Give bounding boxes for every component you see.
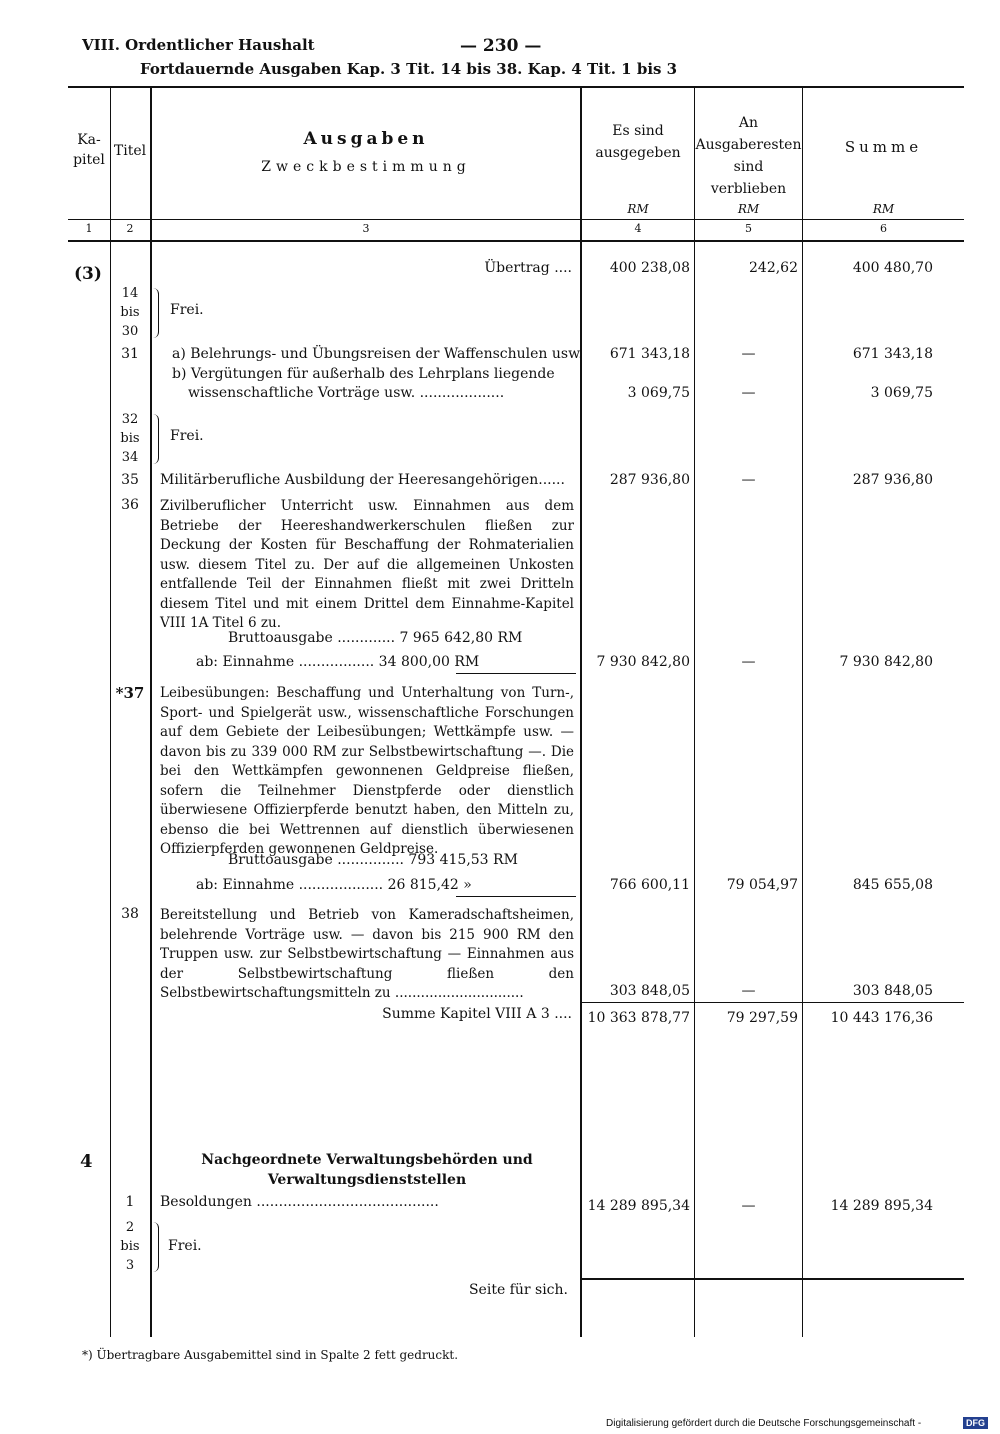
kapitel-4-label: 4 (80, 1151, 93, 1172)
colnum-3: 3 (362, 222, 370, 235)
unit-col5: RM (737, 202, 760, 216)
t37-col6: 845 655,08 (852, 877, 933, 893)
t31b-text-2: wissenschaftliche Vorträge usw. ................... (188, 385, 505, 401)
t31b-col6: 3 069,75 (870, 385, 933, 401)
colnum-rule (68, 240, 964, 242)
t36-einnahme: ab: Einnahme ................. 34 800,00 RM (196, 654, 480, 670)
t37-brutto: Bruttoausgabe ............... 793 415,53 RM (228, 852, 518, 868)
brace-32-34 (152, 414, 159, 464)
summe-rule (582, 1002, 964, 1003)
uebertrag-col6: 400 480,70 (852, 260, 933, 276)
t38-col4: 303 848,05 (609, 983, 690, 999)
uebertrag-col4: 400 238,08 (609, 260, 690, 276)
t36-underline (456, 673, 576, 674)
brace-14-30 (152, 288, 159, 338)
seite-rule (582, 1278, 964, 1280)
footnote: *) Übertragbare Ausgabemittel sind in Spalte 2 fett gedruckt. (82, 1348, 459, 1362)
unit-col4: RM (627, 202, 649, 216)
dfg-logo: DFG (963, 1417, 988, 1429)
col-ausgaben: Ausgaben (303, 129, 429, 149)
t35-col5: — (741, 472, 756, 488)
t37-col5: 79 054,97 (726, 877, 798, 893)
titel-4-2-3: 2 bis 3 (120, 1220, 140, 1273)
kap4-heading: Nachgeordnete Verwaltungsbehörden und Verwaltungsdienststellen (201, 1152, 533, 1188)
kap4-frei: Frei. (168, 1238, 202, 1254)
titel-37: *37 (115, 684, 145, 702)
t35-text: Militärberufliche Ausbildung der Heeresangehörigen...... (160, 472, 565, 488)
titel-4-1: 1 (125, 1194, 135, 1210)
titel-32-34: 32 bis 34 (120, 412, 140, 465)
t38-col6: 303 848,05 (852, 983, 933, 999)
col-titel: Titel (113, 143, 147, 159)
t35-col6: 287 936,80 (852, 472, 933, 488)
page-number: — 230 — (460, 36, 542, 56)
t31a-col6: 671 343,18 (852, 346, 933, 362)
table-top-rule (68, 86, 964, 88)
t38-col5: — (741, 983, 756, 999)
t31b-col4: 3 069,75 (627, 385, 690, 401)
t37-text: Leibesübungen: Beschaffung und Unterhaltung von Turn-, Sport- und Spielgerät usw., wissenschaftliche Forschungen auf dem Gebiete der Leibesübungen; Wettkämpfe usw. — davon bis zu 339 000 RM zur Selbstbewirtschaftung —. Die bei den Wettkämpfen gewonnenen Geldpreise fließen, sofern die Teilnehmer Dienstpferde oder dienstlich überwiesene Offizierpferde benutzt haben, den Mitteln zu, ebenso die bei Wettrennen auf dienstlich überwiesenen Offizierpferden gewonnenen Geldpreise. (160, 685, 574, 857)
dfg-credit: Digitalisierung gefördert durch die Deutsche Forschungsgemeinschaft - (606, 1418, 922, 1429)
col-zweckbestimmung: Zweckbestimmung (261, 159, 471, 175)
kap4-t1-col6: 14 289 895,34 (830, 1198, 933, 1214)
col-kapitel: Ka- pitel (73, 132, 105, 168)
summe-kap3-label: Summe Kapitel VIII A 3 .... (382, 1006, 572, 1022)
titel-36: 36 (121, 497, 139, 513)
col-divider-2 (150, 87, 152, 1337)
colnum-4: 4 (634, 222, 642, 235)
t31a-col4: 671 343,18 (609, 346, 690, 362)
kap4-t1-col4: 14 289 895,34 (587, 1198, 690, 1214)
page-subtitle: Fortdauernde Ausgaben Kap. 3 Tit. 14 bis 38. Kap. 4 Tit. 1 bis 3 (140, 60, 678, 78)
uebertrag-label: Übertrag .... (484, 260, 572, 276)
t37-underline (456, 896, 576, 897)
brace-4-2-3 (152, 1222, 159, 1272)
frei-32-34: Frei. (170, 428, 204, 444)
t36-col6: 7 930 842,80 (839, 654, 933, 670)
t31b-text-1: b) Vergütungen für außerhalb des Lehrplans liegende (172, 366, 555, 382)
titel-35: 35 (121, 472, 139, 488)
colnum-6: 6 (880, 222, 887, 235)
summe-col5: 79 297,59 (726, 1010, 798, 1026)
unit-col6: RM (872, 202, 895, 216)
t35-col4: 287 936,80 (609, 472, 690, 488)
seite-fuer-sich: Seite für sich. (468, 1282, 568, 1298)
t38-text: Bereitstellung und Betrieb von Kameradschaftsheimen, belehrende Vorträge usw. — davon bis 215 900 RM den Truppen usw. zur Selbstbewirtschaftung — Einnahmen aus der Selbstbewirtschaftung fließen den Selbstbewirtschaftungsmitteln zu .............................. (160, 907, 574, 1001)
kap4-t1-col5: — (741, 1198, 756, 1214)
titel-38: 38 (121, 906, 139, 922)
colnum-2: 2 (126, 222, 134, 235)
titel-14-30: 14 bis 30 (120, 286, 140, 339)
frei-14-30: Frei. (170, 302, 204, 318)
kap4-t1-text: Besoldungen ......................................... (160, 1194, 439, 1210)
col-divider-1 (110, 87, 111, 1337)
uebertrag-col5: 242,62 (749, 260, 798, 276)
t36-text: Zivilberuflicher Unterricht usw. Einnahmen aus dem Betriebe der Heereshandwerkerschulen fließen zur Deckung der Kosten für Beschaffung der Rohmaterialien usw. diesem Titel zu. Der auf die allgemeinen Unkosten entfallende Teil der Einnahmen fließt mit zwei Dritteln diesem Titel und mit einem Drittel dem Einnahme-Kapitel VIII 1A Titel 6 zu. (160, 498, 574, 631)
summe-col4: 10 363 878,77 (587, 1010, 690, 1026)
t31a-text: a) Belehrungs- und Übungsreisen der Waffenschulen usw. (172, 346, 583, 362)
section-title: VIII. Ordentlicher Haushalt (82, 36, 315, 54)
kapitel-3-label: (3) (74, 264, 102, 284)
col-ausgabereste: An Ausgaberesten sind verblieben (695, 115, 802, 197)
t31b-col5: — (741, 385, 756, 401)
t37-col4: 766 600,11 (609, 877, 690, 893)
t36-col4: 7 930 842,80 (596, 654, 690, 670)
colnum-1: 1 (85, 222, 93, 235)
summe-col6: 10 443 176,36 (830, 1010, 933, 1026)
titel-31: 31 (121, 346, 139, 362)
t37-einnahme: ab: Einnahme ................... 26 815,42 » (196, 877, 472, 893)
t36-col5: — (741, 654, 756, 670)
col-summe: Summe (844, 138, 923, 156)
t36-brutto: Bruttoausgabe ............. 7 965 642,80 RM (228, 630, 523, 646)
col-ausgegeben: Es sind ausgegeben (595, 123, 681, 161)
colnum-5: 5 (745, 222, 752, 235)
t31a-col5: — (741, 346, 756, 362)
